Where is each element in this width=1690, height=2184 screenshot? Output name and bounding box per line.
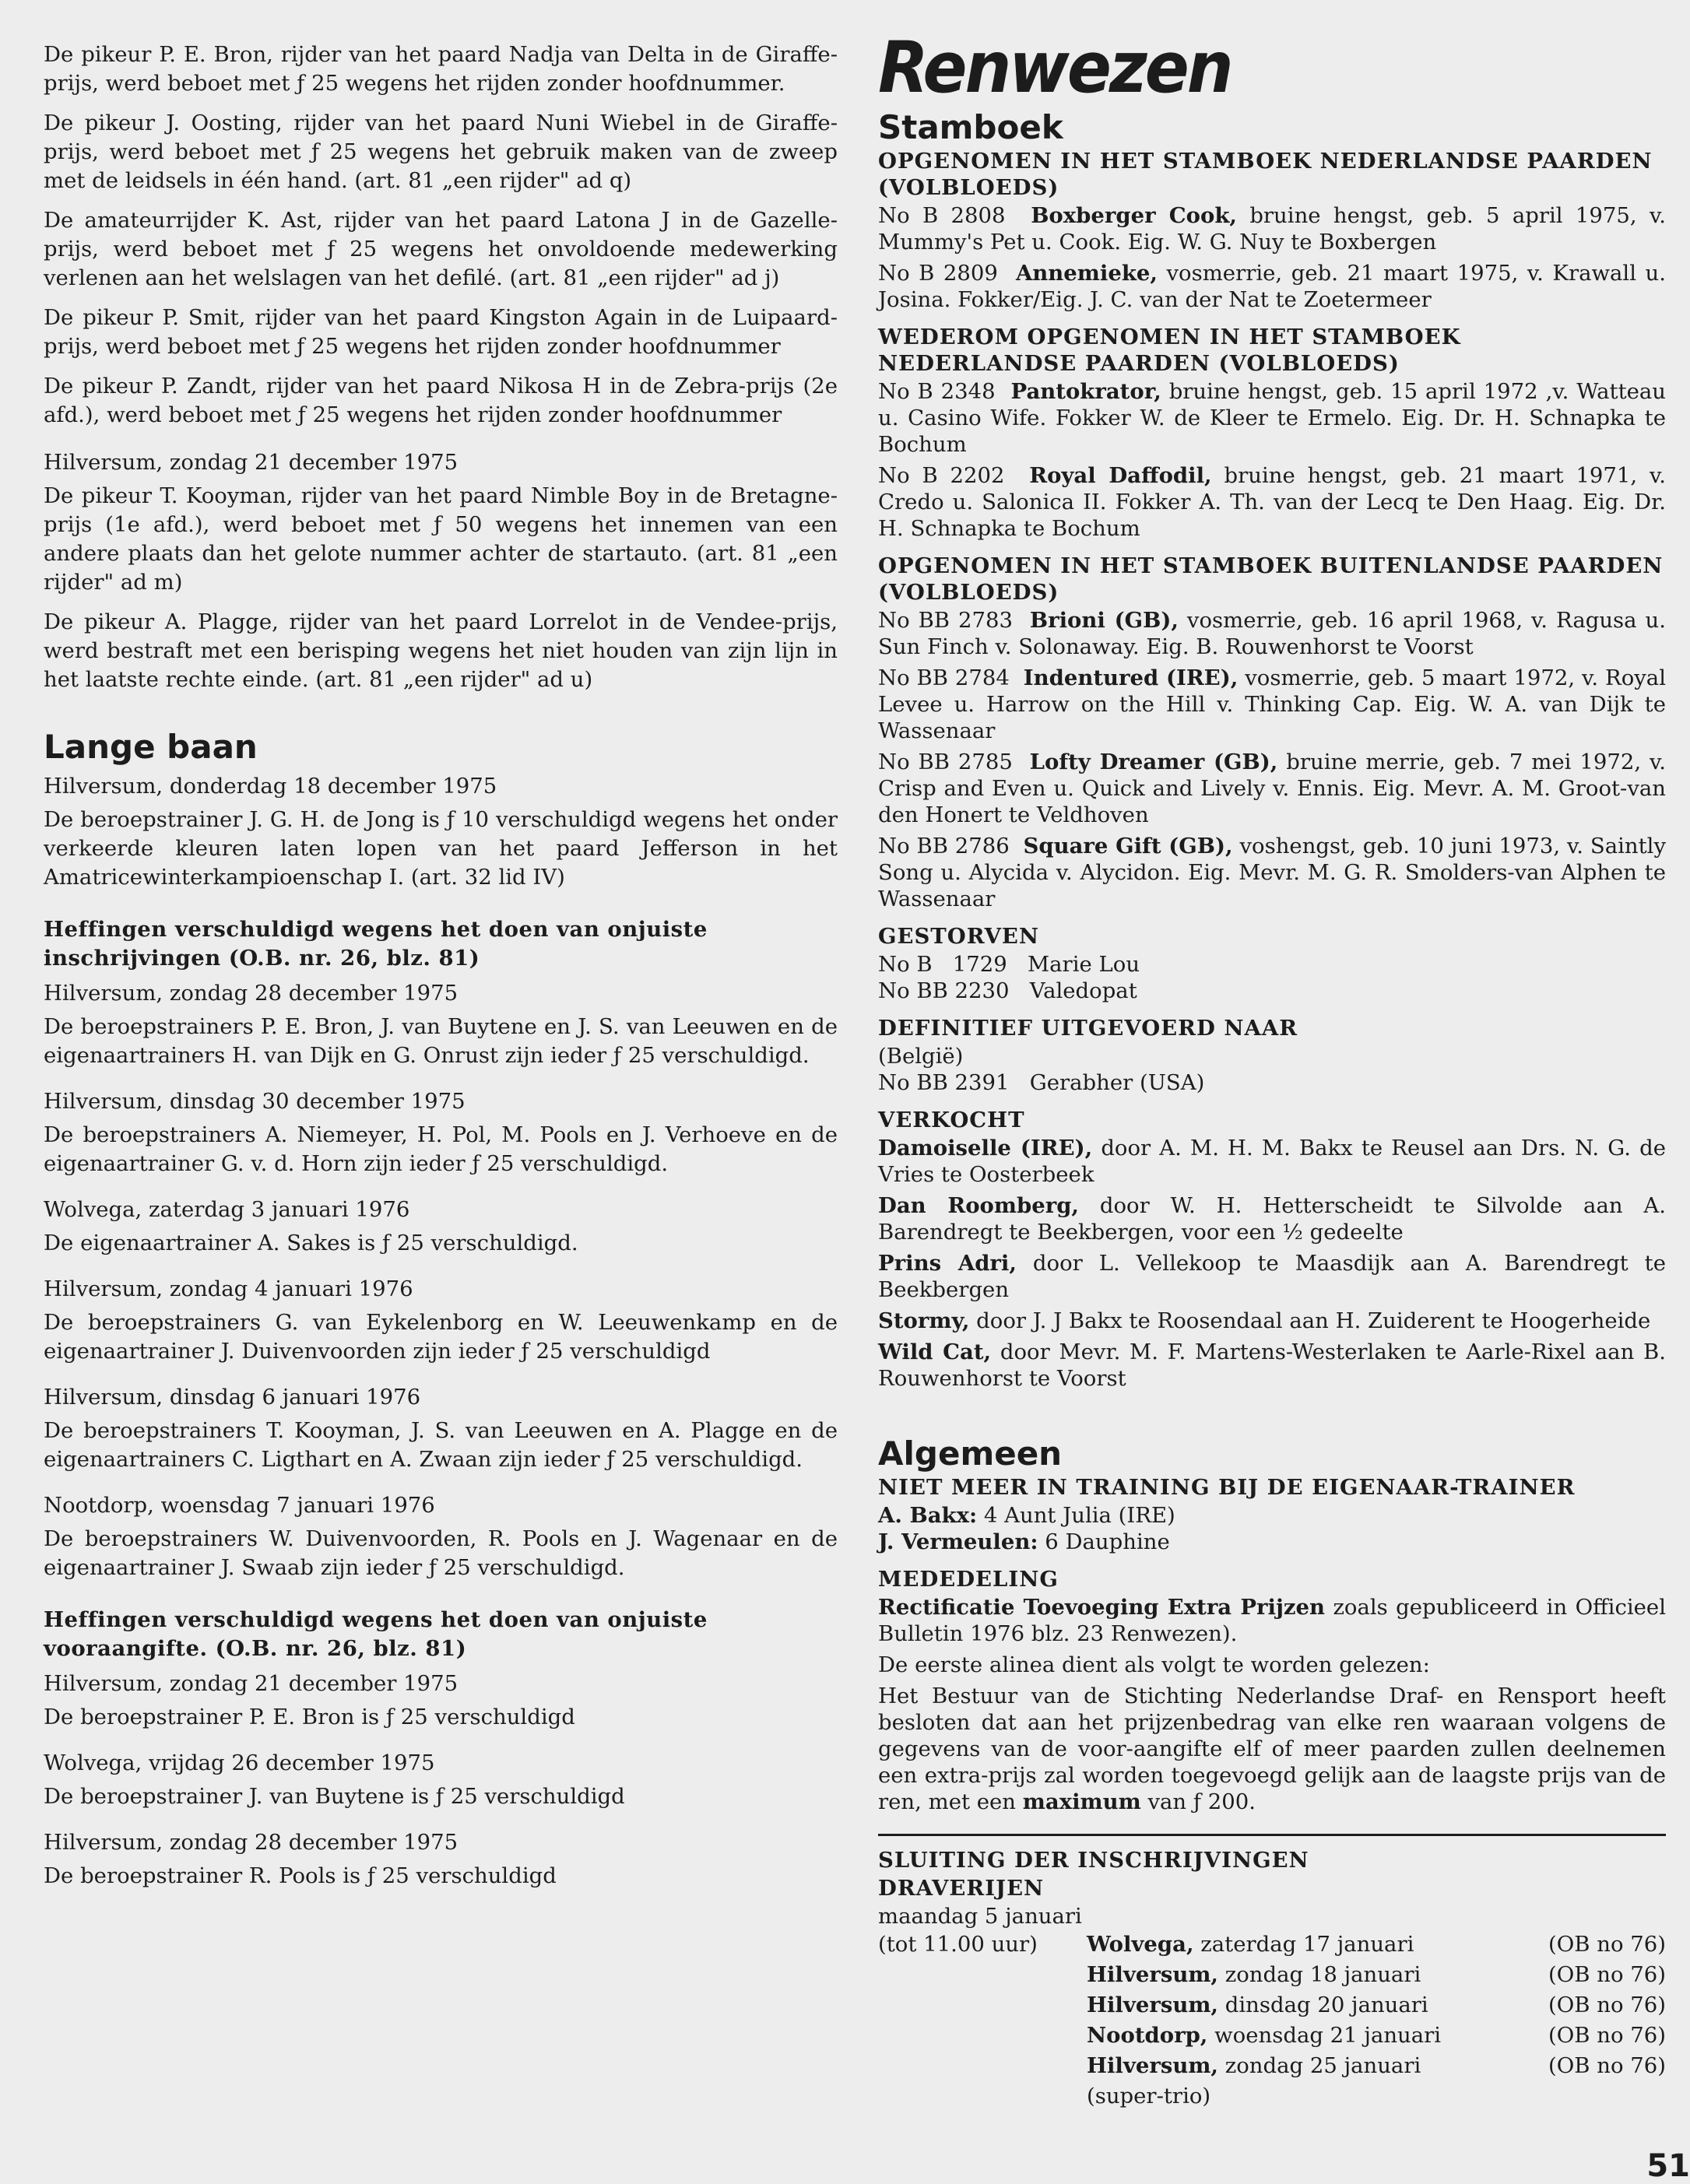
section-title-algemeen: Algemeen bbox=[878, 1434, 1063, 1473]
page-number: 51 bbox=[1646, 2148, 1690, 2184]
stamboek-entry: No B 2202 Royal Daffodil, bruine hengst, geb. 21 maart 1971, v. Credo u. Salonica II. Fokker A. Th. van der Lecq te Den Haag. Eig. Dr. H. Schnapka te Bochum bbox=[878, 463, 1667, 541]
mededeling-text: Rectificatie Toevoeging Extra Prijzen zoals gepubliceerd in Officieel Bulletin 1976 blz. 23 Renwezen). bbox=[878, 1595, 1666, 1646]
caps-heading: VERKOCHT bbox=[878, 1108, 1025, 1132]
closing-row: Hilversum, zondag 18 januari (OB no 76) bbox=[1087, 1962, 1666, 1987]
stamboek-entry: No BB 2785 Lofty Dreamer (GB), bruine merrie, geb. 7 mei 1972, v. Crisp and Even u. Quick and Lively v. Ennis. Eig. Mevr. A. M. Groot-van den Honert te Veldhoven bbox=[878, 750, 1666, 827]
fine-paragraph: De pikeur A. Plagge, rijder van het paard Lorrelot in de Vendee-prijs, werd bestraft met een berisping wegens het niet houden van zijn lijn in het laatste rechte einde. (art. 81 „een rijder" ad u) bbox=[44, 609, 838, 692]
sluiting-date: maandag 5 januari bbox=[878, 1904, 1082, 1929]
left-column bbox=[44, 40, 838, 1901]
date-line: Hilversum, donderdag 18 december 1975 bbox=[44, 774, 497, 799]
fine-paragraph: De pikeur T. Kooyman, rijder van het paard Nimble Boy in de Bretagne-prijs (1e afd.), werd beboet met ƒ 50 wegens het innemen van een andere plaats dan het gelote nummer achter de startauto. (art. 81 „een rijder" ad m) bbox=[44, 483, 838, 595]
right-column bbox=[878, 26, 1667, 2112]
definitief-line: No BB 2391 Gerabher (USA) bbox=[878, 1070, 1205, 1095]
paragraph: De beroepstrainers P. E. Bron, J. van Buytene en J. S. van Leeuwen en de eigenaartrainers H. van Dijk en G. Onrust zijn ieder ƒ 25 verschuldigd. bbox=[44, 1014, 838, 1068]
mededeling-intro: De eerste alinea dient als volgt te worden gelezen: bbox=[878, 1652, 1430, 1677]
gestorven-line: No BB 2230 Valedopat bbox=[878, 978, 1137, 1003]
paragraph: De beroepstrainers A. Niemeyer, H. Pol, M. Pools en J. Verhoeve en de eigenaartrainer G. v. d. Horn zijn ieder ƒ 25 verschuldigd. bbox=[44, 1122, 838, 1176]
stamboek-entry: No B 2809 Annemieke, vosmerrie, geb. 21 maart 1975, v. Krawall u. Josina. Fokker/Eig. J. C. van der Nat te Zoetermeer bbox=[878, 261, 1667, 312]
stamboek-entry: No BB 2783 Brioni (GB), vosmerrie, geb. 16 april 1968, v. Ragusa u. Sun Finch v. Solonaway. Eig. B. Rouwenhorst te Voorst bbox=[878, 608, 1666, 659]
paragraph: De beroepstrainers T. Kooyman, J. S. van Leeuwen en A. Plagge en de eigenaartrainers C. Ligthart en A. Zwaan zijn ieder ƒ 25 verschuldigd. bbox=[44, 1418, 838, 1472]
heffingen-heading: Heffingen verschuldigd wegens het doen van onjuiste inschrijvingen (O.B. nr. 26, blz. 81) bbox=[44, 917, 708, 971]
caps-heading: OPGENOMEN IN HET STAMBOEK NEDERLANDSE PAARDEN (VOLBLOEDS) bbox=[878, 149, 1653, 200]
closing-row: (super-trio) bbox=[1087, 2084, 1211, 2109]
caps-heading: WEDEROM OPGENOMEN IN HET STAMBOEK NEDERLANDSE PAARDEN (VOLBLOEDS) bbox=[878, 325, 1461, 376]
gestorven-line: No B 1729 Marie Lou bbox=[878, 952, 1140, 977]
date-line: Hilversum, zondag 21 december 1975 bbox=[44, 450, 459, 475]
verkocht-entry: Stormy, door J. J Bakx te Roosendaal aan H. Zuiderent te Hoogerheide bbox=[878, 1308, 1651, 1333]
date-line: Hilversum, dinsdag 6 januari 1976 bbox=[44, 1385, 421, 1410]
closing-row: Hilversum, zondag 25 januari (OB no 76) bbox=[1087, 2053, 1666, 2078]
closing-row: Hilversum, dinsdag 20 januari (OB no 76) bbox=[1087, 1993, 1666, 2017]
paragraph: De beroepstrainer J. van Buytene is ƒ 25 verschuldigd bbox=[44, 1784, 625, 1809]
fine-paragraph: De amateurrijder K. Ast, rijder van het paard Latona J in de Gazelle-prijs, werd beboet met ƒ 25 wegens het onvoldoende medewerking verlenen aan het welslagen van het defilé. (art. 81 „een rijder" ad j) bbox=[44, 208, 838, 290]
section-title-stamboek: Stamboek bbox=[878, 108, 1063, 146]
date-line: Nootdorp, woensdag 7 januari 1976 bbox=[44, 1493, 435, 1518]
masthead-renwezen: Renwezen bbox=[878, 26, 1231, 109]
date-line: Hilversum, zondag 4 januari 1976 bbox=[44, 1276, 413, 1301]
fine-paragraph: De pikeur P. Zandt, rijder van het paard Nikosa H in de Zebra-prijs (2e afd.), werd beboet met ƒ 25 wegens het rijden zonder hoofdnummer bbox=[44, 374, 838, 427]
divider bbox=[878, 1834, 1666, 1836]
definitief-line: (België) bbox=[878, 1044, 964, 1069]
stamboek-entry: No BB 2784 Indentured (IRE), vosmerrie, geb. 5 maart 1972, v. Royal Levee u. Harrow on the Hill v. Thinking Cap. Eig. W. A. van Dijk te Wassenaar bbox=[878, 665, 1666, 743]
stamboek-entry: No B 2808 Boxberger Cook, bruine hengst, geb. 5 april 1975, v. Mummy's Pet u. Cook. Eig. W. G. Nuy te Boxbergen bbox=[878, 203, 1666, 255]
caps-heading: MEDEDELING bbox=[878, 1567, 1059, 1592]
caps-heading: DRAVERIJEN bbox=[878, 1876, 1045, 1901]
caps-heading: SLUITING DER INSCHRIJVINGEN bbox=[878, 1848, 1309, 1873]
stamboek-entry: No BB 2786 Square Gift (GB), voshengst, geb. 10 juni 1973, v. Saintly Song u. Alycida v. Alycidon. Eig. Mevr. M. G. R. Smolders-van Alphen te Wassenaar bbox=[878, 834, 1666, 911]
caps-heading: GESTORVEN bbox=[878, 924, 1040, 949]
training-line: A. Bakx: 4 Aunt Julia (IRE) bbox=[878, 1503, 1175, 1528]
date-line: Hilversum, zondag 21 december 1975 bbox=[44, 1671, 459, 1696]
paragraph: De beroepstrainer R. Pools is ƒ 25 verschuldigd bbox=[44, 1863, 557, 1888]
section-title-lange-baan: Lange baan bbox=[44, 728, 258, 766]
closing-row: (tot 11.00 uur) Wolvega, zaterdag 17 januari (OB no 76) bbox=[878, 1932, 1666, 1957]
paragraph: De beroepstrainer P. E. Bron is ƒ 25 verschuldigd bbox=[44, 1705, 575, 1729]
caps-heading: OPGENOMEN IN HET STAMBOEK BUITENLANDSE PAARDEN (VOLBLOEDS) bbox=[878, 553, 1664, 605]
date-line: Wolvega, vrijdag 26 december 1975 bbox=[44, 1750, 435, 1775]
paragraph: De eigenaartrainer A. Sakes is ƒ 25 verschuldigd. bbox=[44, 1231, 578, 1255]
fine-paragraph: De pikeur J. Oosting, rijder van het paard Nuni Wiebel in de Giraffe-prijs, werd beboet met ƒ 25 wegens het gebruik maken van de zweep met de leidsels in één hand. (art. 81 „een rijder" ad q) bbox=[44, 111, 838, 193]
caps-heading: NIET MEER IN TRAINING BIJ DE EIGENAAR-TRAINER bbox=[878, 1475, 1576, 1500]
fine-paragraph: De pikeur P. Smit, rijder van het paard Kingston Again in de Luipaard-prijs, werd beboet met ƒ 25 wegens het rijden zonder hoofdnummer bbox=[44, 305, 838, 359]
stamboek-entry: No B 2348 Pantokrator, bruine hengst, geb. 15 april 1972 ,v. Watteau u. Casino Wife. Fokker W. de Kleer te Ermelo. Eig. Dr. H. Schnapka te Bochum bbox=[878, 379, 1667, 457]
closing-row: Nootdorp, woensdag 21 januari (OB no 76) bbox=[1087, 2023, 1666, 2048]
heffingen-heading: Heffingen verschuldigd wegens het doen van onjuiste vooraangifte. (O.B. nr. 26, blz. 81) bbox=[44, 1607, 708, 1661]
mededeling-body: Het Bestuur van de Stichting Nederlandse Draf- en Rensport heeft besloten dat aan het prijzenbedrag van elke ren waaraan volgens de gegevens van de voor-aangifte elf of meer paarden zullen deelnemen een extra-prijs zal worden toegevoegd gelijk aan de laagste prijs van de ren, met een maximum van ƒ 200. bbox=[878, 1684, 1666, 1814]
verkocht-entry: Wild Cat, door Mevr. M. F. Martens-Westerlaken te Aarle-Rixel aan B. Rouwenhorst te Voorst bbox=[878, 1340, 1666, 1391]
paragraph: De beroepstrainers G. van Eykelenborg en W. Leeuwenkamp en de eigenaartrainer J. Duivenvoorden zijn ieder ƒ 25 verschuldigd bbox=[44, 1310, 838, 1364]
verkocht-entry: Dan Roomberg, door W. H. Hetterscheidt te Silvolde aan A. Barendregt te Beekbergen, voor een ½ gedeelte bbox=[878, 1193, 1667, 1245]
date-line: Wolvega, zaterdag 3 januari 1976 bbox=[44, 1197, 410, 1222]
date-line: Hilversum, dinsdag 30 december 1975 bbox=[44, 1089, 466, 1114]
paragraph: De beroepstrainers W. Duivenvoorden, R. Pools en J. Wagenaar en de eigenaartrainer J. Swaab zijn ieder ƒ 25 verschuldigd. bbox=[44, 1526, 838, 1580]
date-line: Hilversum, zondag 28 december 1975 bbox=[44, 981, 459, 1006]
paragraph: De beroepstrainer J. G. H. de Jong is ƒ 10 verschuldigd wegens het onder verkeerde kleuren laten lopen van het paard Jefferson in het Amatricewinterkampioenschap I. (art. 32 lid IV) bbox=[44, 807, 838, 890]
caps-heading: DEFINITIEF UITGEVOERD NAAR bbox=[878, 1016, 1298, 1041]
verkocht-entry: Damoiselle (IRE), door A. M. H. M. Bakx te Reusel aan Drs. N. G. de Vries te Oosterbeek bbox=[878, 1136, 1667, 1187]
verkocht-entry: Prins Adri, door L. Vellekoop te Maasdijk aan A. Barendregt te Beekbergen bbox=[878, 1251, 1666, 1302]
fine-paragraph: De pikeur P. E. Bron, rijder van het paard Nadja van Delta in de Giraffe-prijs, werd beboet met ƒ 25 wegens het rijden zonder hoofdnummer. bbox=[44, 42, 838, 96]
training-line: J. Vermeulen: 6 Dauphine bbox=[878, 1529, 1170, 1554]
date-line: Hilversum, zondag 28 december 1975 bbox=[44, 1830, 459, 1855]
